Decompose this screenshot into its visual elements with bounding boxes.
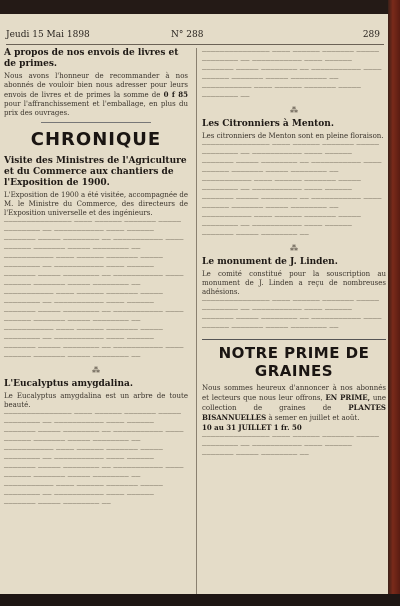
- chronique-heading: CHRONIQUE: [30, 129, 162, 150]
- visite-text: L'Exposition de 1900 a été visitée, accompagnée de M. le Ministre du Commerce, des directeurs de l'Exposition universelle et des ingénieurs.: [4, 191, 188, 217]
- ornament: ⁂: [92, 366, 100, 375]
- a-propos-body-2: pour l'affranchissement et l'emballage, en plus du prix des ouvrages.: [4, 100, 188, 117]
- column-divider: [196, 48, 197, 594]
- book-binding: [388, 0, 400, 606]
- citronniers-title: Les Citronniers à Menton.: [202, 119, 334, 129]
- prime-text: [202, 384, 386, 423]
- article-body-text: ─────────────── ──── ────── ─────── ───── ──────── ── ─────────── ──── ────── ─────── ───── ──────── ── ─────────── ──── ────── ─────── ───── ──────── ── ─────────── ──── ────── ─────── ───── ──────── ── ─────────── ──── ────── ─────── ───── ──────── ── ─────────── ──── ────── ─────── ───── ──────── ── ─────────── ──── ────── ─────── ───── ──────── ── ─────────── ──── ────── ─────── ───── ──────── ── ─────────── ──── ────── ─────── ───── ──────── ── ─────────── ──── ────── ─────── ───── ──────── ── ─────────── ──── ────── ─────── ───── ──────── ── ─────────── ──── ────── ─────── ───── ──────── ──: [4, 218, 184, 361]
- ornament: ⁂: [290, 106, 298, 115]
- right-column: [202, 48, 386, 460]
- prime-heading: NOTRE PRIME DE GRAINES: [202, 339, 386, 380]
- article-body-text: ─────────────── ──── ────── ─────── ───── ──────── ── ─────────── ──── ────── ─────── ───── ──────── ── ─────────── ──── ────── ─────── ───── ──────── ── ─────────── ──── ────── ─────── ───── ──────── ── ─────────── ──── ────── ─────── ───── ──────── ── ─────────── ──── ────── ─────── ───── ──────── ── ─────────── ──── ────── ─────── ───── ──────── ── ─────────── ──── ────── ─────── ───── ──────── ──: [4, 410, 184, 508]
- linden-text: Le comité constitué pour la souscription au monument de J. Linden a reçu de nombreuses adhésions.: [202, 270, 386, 296]
- top-edge: [0, 0, 400, 14]
- header-date: Jeudi 15 Mai 1898: [6, 30, 90, 40]
- page-header: [6, 28, 384, 45]
- eucalyptus-title: L'Eucalyptus amygdalina.: [4, 379, 133, 389]
- prime-plantes: PLANTES BISANNUELLES: [202, 403, 386, 422]
- separator: [41, 122, 151, 123]
- article-body-text: ─────────────── ──── ────── ─────── ───── ──────── ── ─────────── ──── ────── ─────── ───── ──────── ── ─────────── ──── ────── ─────── ───── ──────── ── ─────────── ──── ────── ─────── ───── ──────── ──: [202, 48, 382, 101]
- a-propos-text: [4, 72, 188, 118]
- prime-body-1: Nous sommes heureux d'annoncer à nos abonnés et lecteurs que nous leur offrons,: [202, 384, 386, 402]
- a-propos-title: A propos de nos envois de livres et de primes.: [4, 48, 179, 69]
- header-page: 289: [362, 30, 380, 40]
- article-body-text: ─────────────── ──── ────── ─────── ───── ──────── ── ─────────── ──── ────── ─────── ───── ──────── ── ─────────── ──── ────── ─────── ───── ──────── ──: [202, 297, 382, 332]
- a-propos-amount: 0 f 85: [163, 90, 188, 99]
- prime-dates: 10 au 31 JUILLET: [202, 423, 272, 432]
- left-column: [4, 48, 188, 509]
- article-body-text: ─────────────── ──── ────── ─────── ───── ──────── ── ─────────── ──── ────── ─────── ───── ──────── ── ─────────── ──── ────── ─────── ───── ──────── ── ─────────── ──── ────── ─────── ───── ──────── ── ─────────── ──── ────── ─────── ───── ──────── ── ─────────── ──── ────── ─────── ───── ──────── ── ─────────── ──── ────── ─────── ───── ──────── ── ─────────── ──── ────── ─────── ───── ──────── ──: [202, 141, 382, 239]
- prime-dates-line: [202, 423, 386, 433]
- ornament: ⁂: [290, 244, 298, 253]
- article-body-text: ─────────────── ──── ────── ─────── ───── ──────── ── ─────────── ──── ────── ─────── ───── ──────── ──: [202, 433, 380, 459]
- visite-title: Visite des Ministres de l'Agriculture et du Commerce aux chantiers de l'Exposition de 1900.: [4, 156, 187, 188]
- newspaper-page: [0, 14, 388, 594]
- prime-body-3: à semer en juillet et août.: [268, 414, 360, 422]
- prime-en-prime: EN PRIME,: [325, 393, 371, 402]
- eucalyptus-text: Le Eucalyptus amygdalina est un arbre de toute beauté.: [4, 392, 188, 409]
- prime-price: 1 fr. 50: [273, 423, 302, 432]
- prime-body-2: une collection de graines de: [202, 394, 386, 412]
- header-number: N° 288: [171, 30, 204, 40]
- citronniers-text: Les citronniers de Menton sont en pleine floraison.: [202, 132, 384, 140]
- bottom-edge: [0, 594, 400, 606]
- linden-title: Le monument de J. Linden.: [202, 257, 338, 267]
- a-propos-body: Nous avons l'honneur de recommander à nos abonnés de vouloir bien nous adresser pour leurs envois de livres et de primes la somme de: [4, 72, 188, 99]
